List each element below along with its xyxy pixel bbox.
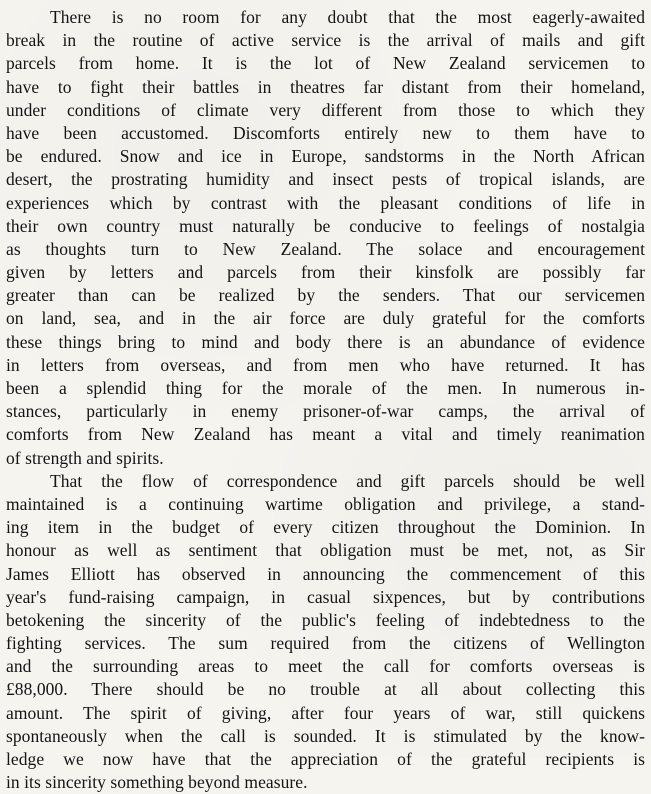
text-line: spontaneously when the call is sounded. It is stimulated by the know- (6, 725, 645, 746)
text-line: been a splendid thing for the morale of the men. In numerous in- (6, 378, 645, 398)
text-line: That the flow of correspondence and gift parcels should be well (50, 470, 645, 491)
text-line: have been accustomed. Discomforts entirely new to them have to (6, 122, 645, 143)
text-line: have to fight their battles in theatres far distant from their homeland, (6, 76, 645, 97)
text-line: betokening the sincerity of the public's feeling of indebtedness to the (6, 609, 645, 630)
text-line: their own country must naturally be conducive to feelings of nostalgia (6, 215, 645, 236)
text-line: and the surrounding areas to meet the call for comforts overseas is (6, 656, 645, 677)
text-line: parcels from home. It is the lot of New Zealand servicemen to (6, 53, 645, 74)
text-line: in its sincerity something beyond measure. (6, 772, 308, 793)
text-line: be endured. Snow and ice in Europe, sandstorms in the North African (6, 146, 645, 167)
text-line: desert, the prostrating humidity and insect pests of tropical islands, are (6, 169, 645, 190)
text-line: There is no room for any doubt that the most eagerly-awaited (50, 7, 645, 27)
text-line: maintained is a continuing wartime obligation and privilege, a stand- (6, 493, 645, 514)
text-line: comforts from New Zealand has meant a vital and timely reanimation (6, 424, 645, 445)
text-line: experiences which by contrast with the pleasant conditions of life in (6, 192, 645, 213)
text-line: given by letters and parcels from their kinsfolk are possibly far (6, 262, 645, 283)
text-line: as thoughts turn to New Zealand. The solace and encouragement (6, 238, 645, 259)
text-line: amount. The spirit of giving, after four years of war, still quickens (6, 702, 645, 723)
text-line: on land, sea, and in the air force are duly grateful for the comforts (6, 308, 645, 329)
text-line: ledge we now have that the appreciation of the grateful recipients is (6, 749, 645, 769)
text-line: these things bring to mind and body there is an abundance of evidence (6, 331, 645, 352)
text-line: under conditions of climate very different from those to which they (6, 99, 645, 120)
text-line: in letters from overseas, and from men who have returned. It has (6, 354, 645, 375)
text-line: break in the routine of active service is the arrival of mails and gift (6, 30, 645, 51)
article-paragraph-1 (6, 6, 645, 470)
text-line: honour as well as sentiment that obligation must be met, not, as Sir (6, 540, 645, 561)
text-line: greater than can be realized by the senders. That our servicemen (6, 285, 645, 306)
text-line: stances, particularly in enemy prisoner-of-war camps, the arrival of (6, 401, 645, 422)
text-line: year's fund-raising campaign, in casual sixpences, but by contributions (6, 586, 645, 607)
text-line: of strength and spirits. (6, 447, 164, 468)
text-line: James Elliott has observed in announcing the commencement of this (6, 563, 645, 584)
text-line: £88,000. There should be no trouble at all about collecting this (6, 679, 645, 700)
article-paragraph-2 (6, 470, 645, 794)
text-line: ing item in the budget of every citizen throughout the Dominion. In (6, 517, 645, 538)
text-line: fighting services. The sum required from the citizens of Wellington (6, 633, 645, 654)
